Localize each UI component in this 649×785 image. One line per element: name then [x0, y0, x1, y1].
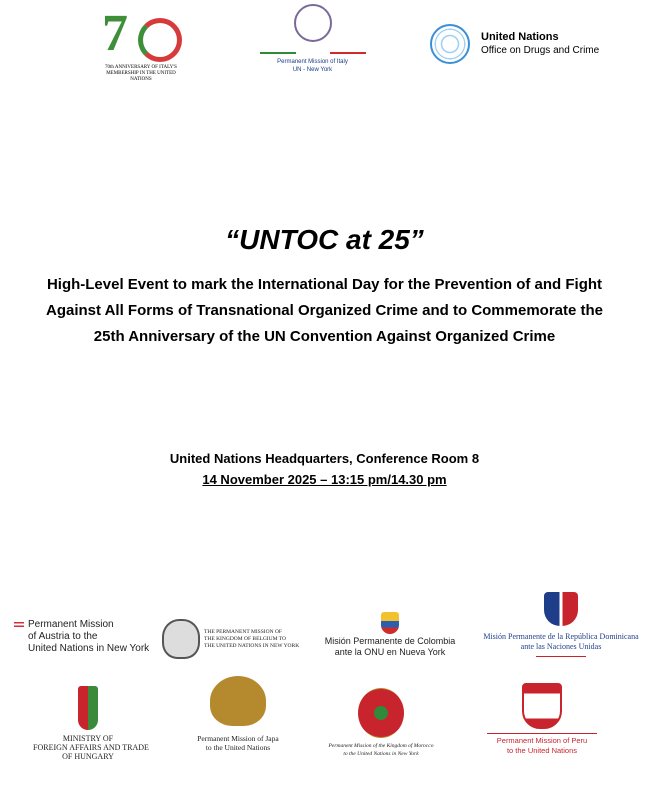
peru-line2: to the United Nations: [506, 746, 578, 755]
japan-mission-logo: [186, 676, 290, 752]
italy-mission-logo: [255, 4, 370, 74]
peru-mission-logo: [487, 683, 597, 756]
morocco-line1: Permanent Mission of the Kingdom of Morocco: [328, 743, 434, 749]
belgium-crest-icon: [162, 619, 200, 659]
hungary-line3: OF HUNGARY: [62, 752, 114, 761]
un-globe-icon: [430, 24, 470, 64]
logo-70-caption: 70th ANNIVERSARY OF ITALY'S MEMBERSHIP IN THE UNITED NATIONS: [105, 65, 177, 82]
italy-flag-stripe: [260, 52, 366, 54]
colombia-line2: ante la ONU en Nueva York: [334, 647, 446, 657]
hungary-line1: MINISTRY OF: [62, 734, 114, 743]
colombia-mission-logo: [322, 612, 458, 658]
event-date: 14 November 2025 – 13:15 pm/14.30 pm: [202, 472, 447, 487]
unodc-name: United Nations: [481, 31, 559, 43]
dominican-republic-line1: Misión Permanente de la República Dominicana: [483, 632, 639, 641]
dominican-republic-line2: ante las Naciones Unidas: [520, 642, 602, 651]
morocco-crest-icon: [358, 688, 404, 738]
dominican-republic-mission-logo: [472, 592, 649, 657]
logo-70-digits: 7: [102, 5, 122, 62]
logo-70-ring: [138, 18, 182, 62]
austria-flag-icon: [14, 622, 24, 627]
austria-mission-logo: [14, 619, 149, 655]
hungary-crest-icon: [78, 686, 98, 730]
unodc-subname: Office on Drugs and Crime: [481, 45, 600, 56]
colombia-line1: Misión Permanente de Colombia: [324, 636, 456, 646]
dominican-republic-underline: [536, 656, 586, 657]
dominican-republic-crest-icon: [544, 592, 578, 626]
austria-line2: of Austria to the: [28, 631, 98, 642]
belgium-line2: THE KINGDOM OF BELGIUM TO: [204, 636, 286, 642]
peru-crest-icon: [522, 683, 562, 729]
event-subtitle: High-Level Event to mark the International Day for the Prevention of and Fight Against All Forms of Transnational Organized Crime and to Commemorate the 25th Anniversary of the UN Convention Against Organized Crime: [45, 276, 604, 345]
japan-line1: Permanent Mission of Japa: [197, 734, 279, 743]
colombia-crest-icon: [381, 612, 399, 634]
japan-line2: to the United Nations: [205, 743, 271, 752]
belgium-line1: THE PERMANENT MISSION OF: [204, 629, 282, 635]
hungary-ministry-logo: [33, 686, 149, 761]
peru-divider: [487, 733, 597, 734]
event-venue: United Nations Headquarters, Conference Room 8: [169, 451, 480, 466]
event-title: “UNTOC at 25”: [225, 224, 424, 255]
austria-line1: Permanent Mission: [28, 619, 114, 630]
belgium-text: [204, 629, 299, 650]
austria-line3: United Nations in New York: [28, 643, 150, 654]
italy-emblem-icon: [294, 4, 332, 42]
morocco-mission-logo: [326, 688, 436, 758]
belgium-line3: THE UNITED NATIONS IN NEW YORK: [204, 643, 300, 649]
peru-line1: Permanent Mission of Peru: [496, 736, 588, 745]
japan-paulownia-crest-icon: [210, 676, 266, 726]
morocco-line2: to the United Nations in New York: [343, 751, 419, 757]
italy-70-anniversary-logo: [100, 5, 182, 82]
hungary-line2: FOREIGN AFFAIRS AND TRADE: [33, 743, 149, 752]
italy-mission-line1: Permanent Mission of Italy: [277, 59, 348, 65]
italy-mission-line2: UN - New York: [292, 67, 333, 73]
